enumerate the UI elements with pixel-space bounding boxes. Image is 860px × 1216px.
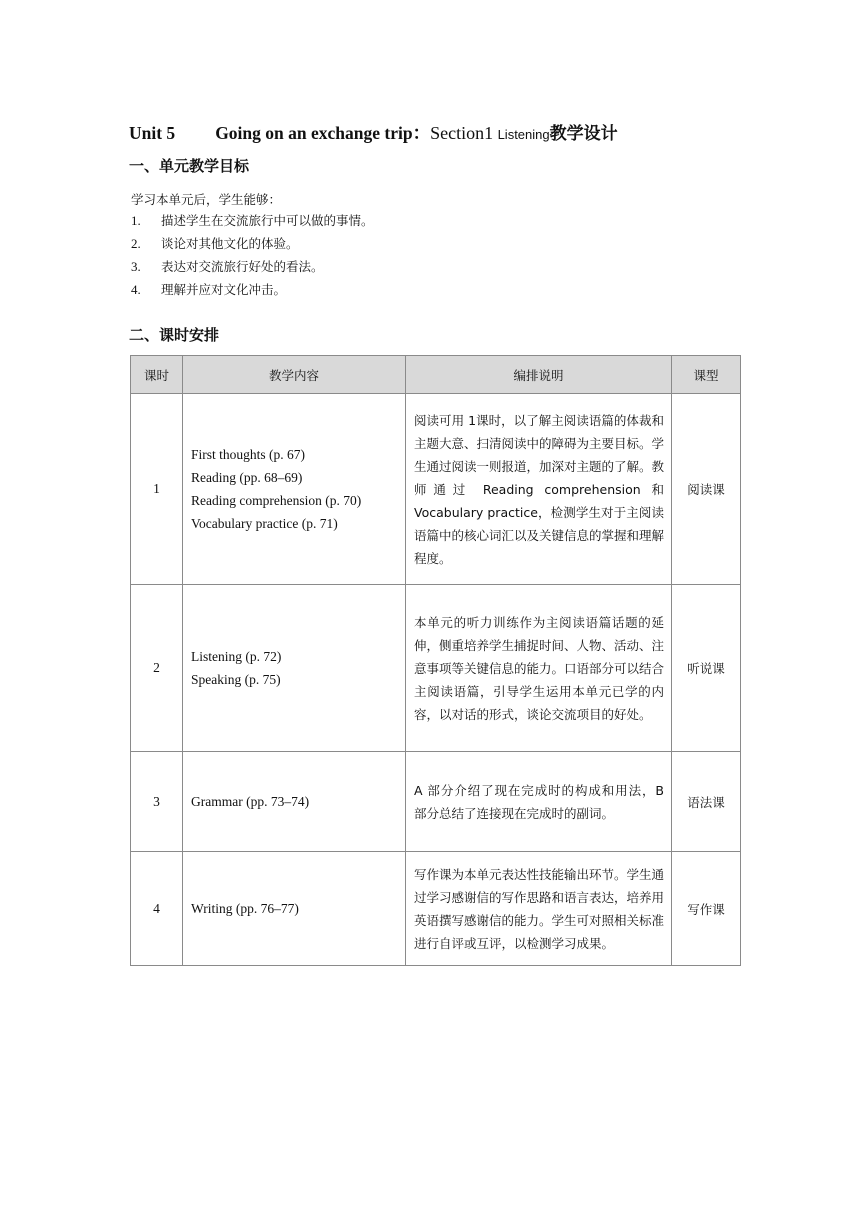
cell-period: 2 xyxy=(131,585,183,752)
cell-type: 写作课 xyxy=(672,852,741,966)
goal-number: 2. xyxy=(131,236,141,251)
description-text: 本单元的听力训练作为主阅读语篇话题的延伸，侧重培养学生捕捉时间、人物、活动、注意事项等关键信息的能力。口语部分可以结合主阅读语篇，引导学生运用本单元已学的内容，以对话的形式，谈论交流项目的好处。 xyxy=(414,614,665,722)
schedule-table xyxy=(130,355,741,966)
table-row xyxy=(131,394,741,585)
list-item xyxy=(131,259,374,282)
header-description: 编排说明 xyxy=(406,356,672,394)
content-line: Reading (pp. 68–69) xyxy=(191,470,303,485)
goal-number: 1. xyxy=(131,213,141,228)
goal-text: 理解并应对文化冲击。 xyxy=(161,282,287,297)
title-suffix: 教学设计 xyxy=(549,124,618,144)
table-row xyxy=(131,752,741,852)
list-item xyxy=(131,236,374,259)
table-row xyxy=(131,585,741,752)
list-item xyxy=(131,282,374,305)
cell-content xyxy=(183,852,406,966)
section-heading-goals: 一、单元教学目标 xyxy=(129,157,250,175)
cell-type: 阅读课 xyxy=(672,394,741,585)
description-text: A 部分介绍了现在完成时的构成和用法，B 部分总结了连接现在完成时的副词。 xyxy=(414,782,664,821)
goal-text: 描述学生在交流旅行中可以做的事情。 xyxy=(161,213,374,228)
title-unit: Unit 5 xyxy=(129,123,176,143)
goal-text: 表达对交流旅行好处的看法。 xyxy=(161,259,324,274)
title-sub: Listening xyxy=(497,127,550,142)
table-row xyxy=(131,852,741,966)
cell-type: 听说课 xyxy=(672,585,741,752)
content-line: Writing (pp. 76–77) xyxy=(191,901,299,916)
cell-description xyxy=(406,852,672,966)
goals-list xyxy=(131,213,374,305)
content-line: Grammar (pp. 73–74) xyxy=(191,794,310,809)
cell-content xyxy=(183,585,406,752)
goal-number: 3. xyxy=(131,259,141,274)
title-topic: Going on an exchange trip： xyxy=(215,123,431,143)
document-title xyxy=(129,119,618,145)
header-content: 教学内容 xyxy=(183,356,406,394)
content-line: Reading comprehension (p. 70) xyxy=(191,493,362,508)
description-text: 阅读可用 1课时，以了解主阅读语篇的体裁和主题大意、扫清阅读中的障碍为主要目标。学生通过阅读一则报道，加深对主题的了解。教师通过 Reading comprehension 和 Vocabulary practice，检测学生对于主阅读语篇中的核心词汇以及关键信息的掌握和理解程度。 xyxy=(414,412,665,566)
cell-description xyxy=(406,752,672,852)
cell-period: 3 xyxy=(131,752,183,852)
content-line: Listening (p. 72) xyxy=(191,649,282,664)
content-line: Speaking (p. 75) xyxy=(191,672,281,687)
description-text: 写作课为本单元表达性技能输出环节。学生通过学习感谢信的写作思路和语言表达，培养用英语撰写感谢信的能力。学生可对照相关标准进行自评或互评，以检测学习成果。 xyxy=(414,866,665,951)
cell-period: 1 xyxy=(131,394,183,585)
title-section: Section1 xyxy=(430,123,498,143)
cell-period: 4 xyxy=(131,852,183,966)
content-line: Vocabulary practice (p. 71) xyxy=(191,516,338,531)
header-period: 课时 xyxy=(131,356,183,394)
content-line: First thoughts (p. 67) xyxy=(191,447,306,462)
goal-number: 4. xyxy=(131,282,141,297)
goal-text: 谈论对其他文化的体验。 xyxy=(161,236,299,251)
cell-content xyxy=(183,394,406,585)
cell-description xyxy=(406,394,672,585)
cell-description xyxy=(406,585,672,752)
goals-intro: 学习本单元后，学生能够： xyxy=(131,192,282,207)
section-heading-schedule: 二、课时安排 xyxy=(129,326,220,344)
cell-content xyxy=(183,752,406,852)
table-header-row xyxy=(131,356,741,394)
list-item xyxy=(131,213,374,236)
cell-type: 语法课 xyxy=(672,752,741,852)
header-type: 课型 xyxy=(672,356,741,394)
